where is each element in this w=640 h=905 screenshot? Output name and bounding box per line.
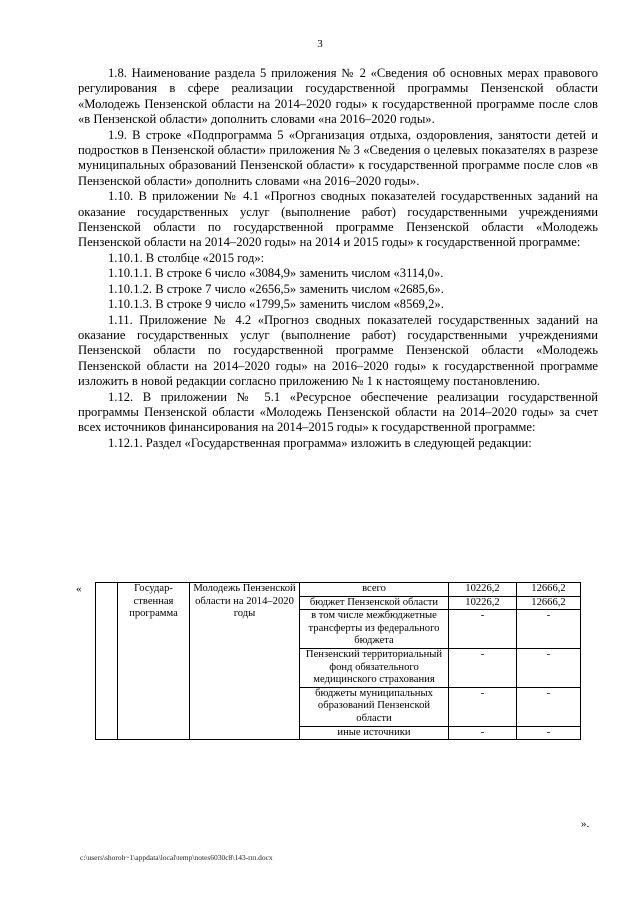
empty-number-cell — [96, 583, 118, 740]
page-number: 3 — [317, 38, 323, 50]
resource-table — [95, 582, 581, 740]
status-cell: Государ-ственная программа — [118, 583, 190, 740]
value-2015-cell: 12666,2 — [517, 583, 581, 597]
paragraph-1-10-1-1: 1.10.1.1. В строке 6 число «3084,9» заменить числом «3114,0». — [108, 266, 444, 281]
paragraph-1-11: 1.11. Приложение № 4.2 «Прогноз сводных показателей государственных заданий на оказание государственных услуг (выполнение работ) государственными учреждениями Пензенской области по государственной программе Пензенской области «Молодежь Пензенской области на 2014–2020 годы» на 2016–2020 годы» к государственной программе изложить в новой редакции согласно приложению № 1 к настоящему постановлению. — [78, 312, 598, 389]
value-2015-cell: - — [517, 610, 581, 649]
paragraph-1-12-1: 1.12.1. Раздел «Государственная программа» изложить в следующей редакции: — [108, 435, 532, 450]
value-2014-cell: 10226,2 — [449, 583, 517, 597]
source-cell: бюджет Пензенской области — [300, 596, 449, 610]
document-body — [78, 66, 598, 451]
paragraph-1-10-1-2: 1.10.1.2. В строке 7 число «2656,5» заменить числом «2685,6». — [108, 281, 444, 296]
table-row — [96, 583, 581, 597]
paragraph-1-9: 1.9. В строке «Подпрограмма 5 «Организация отдыха, оздоровления, занятости детей и подростков в Пензенской области» приложения № 3 «Сведения о целевых показателях в разрезе муниципальных образований Пензенской области» к государственной программе после слов «в Пензенской области» дополнить словами «на 2016–2020 годы». — [78, 127, 598, 188]
value-2015-cell: 12666,2 — [517, 596, 581, 610]
paragraph-1-8: 1.8. Наименование раздела 5 приложения № 2 «Сведения об основных мерах правового регулирования в сфере реализации государственной программы Пензенской области «Молодежь Пензенской области на 2014–2020 годы» к государственной программе после слов «в Пензенской области» дополнить словами «на 2016–2020 годы». — [78, 66, 598, 127]
value-2015-cell: - — [517, 648, 581, 687]
close-quote: ». — [581, 818, 590, 830]
source-cell: в том числе межбюджетные трансферты из федерального бюджета — [300, 610, 449, 649]
paragraph-1-10-1-3: 1.10.1.3. В строке 9 число «1799,5» заменить числом «8569,2». — [108, 297, 444, 312]
file-path-footer: c:\users\shoroh~1\appdata\local\temp\notes6030c8\143-пп.docx — [80, 853, 273, 862]
value-2014-cell: - — [449, 726, 517, 740]
source-cell: Пензенский территориальный фонд обязательного медицинского страхования — [300, 648, 449, 687]
program-name-cell: Молодежь Пензенской области на 2014–2020 годы — [190, 583, 300, 740]
value-2014-cell: 10226,2 — [449, 596, 517, 610]
value-2015-cell: - — [517, 726, 581, 740]
paragraph-1-10: 1.10. В приложении № 4.1 «Прогноз сводных показателей государственных заданий на оказание государственных услуг (выполнение работ) государственными учреждениями Пензенской области по государственной программе Пензенской области «Молодежь Пензенской области на 2014–2020 годы» на 2014 и 2015 годы» к государственной программе: — [78, 189, 598, 250]
source-cell: всего — [300, 583, 449, 597]
paragraph-1-10-1: 1.10.1. В столбце «2015 год»: — [108, 250, 265, 265]
value-2015-cell: - — [517, 687, 581, 726]
value-2014-cell: - — [449, 610, 517, 649]
open-quote: « — [76, 583, 82, 595]
value-2014-cell: - — [449, 687, 517, 726]
value-2014-cell: - — [449, 648, 517, 687]
paragraph-1-12: 1.12. В приложении № 5.1 «Ресурсное обеспечение реализации государственной программы Пензенской области «Молодежь Пензенской области на 2014–2020 годы» за счет всех источников финансирования на 2014–2015 годы» к государственной программе: — [78, 389, 598, 435]
source-cell: бюджеты муниципальных образований Пензенской области — [300, 687, 449, 726]
source-cell: иные источники — [300, 726, 449, 740]
